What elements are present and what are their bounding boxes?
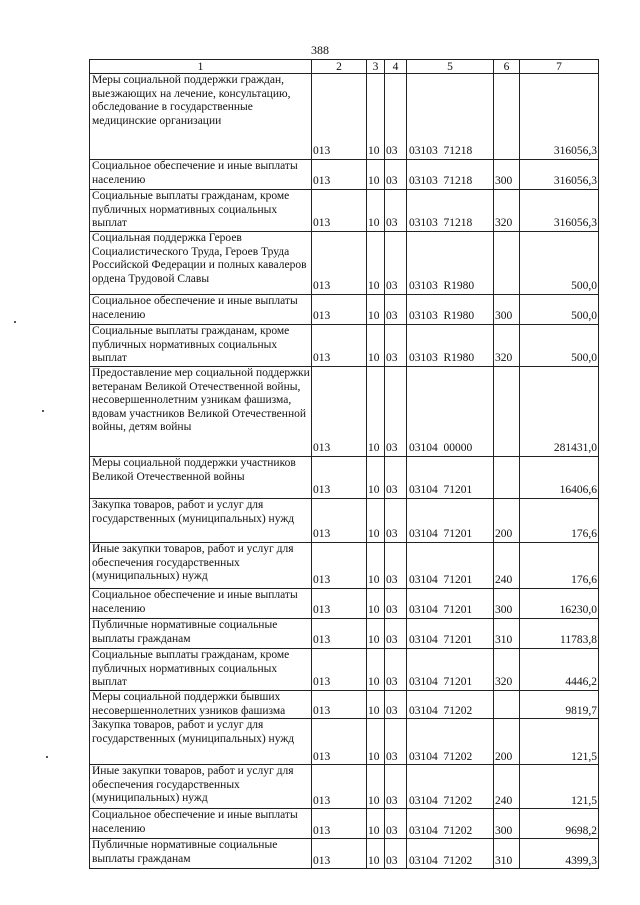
row-expense-type: 320 [494,190,520,232]
row-name: Социальное обеспечение и иные выплаты населению [90,589,312,619]
table-row [90,589,599,619]
row-target-article: 03103 71218 [407,190,494,232]
table-row [90,457,599,499]
column-header: 3 [367,60,385,74]
row-target-article: 03104 71201 [407,457,494,499]
row-name: Меры социальной поддержки участников Великой Отечественной войны [90,457,312,499]
row-admin-code: 013 [312,457,367,499]
column-header: 7 [520,60,599,74]
row-target-article: 03104 71201 [407,543,494,589]
table-row [90,649,599,691]
row-subsection: 03 [385,765,407,809]
row-expense-type: 310 [494,839,520,869]
row-name: Социальная поддержка Героев Социалистического Труда, Героев Труда Российской Федерации и полных кавалеров ордена Трудовой Славы [90,232,312,295]
row-amount: 500,0 [520,325,599,367]
row-subsection: 03 [385,190,407,232]
row-amount: 176,6 [520,499,599,543]
row-section: 10 [367,809,385,839]
row-expense-type [494,74,520,160]
row-section: 10 [367,499,385,543]
row-amount: 316056,3 [520,160,599,190]
row-section: 10 [367,74,385,160]
row-expense-type: 240 [494,543,520,589]
row-amount: 281431,0 [520,367,599,457]
page-number: 388 [311,43,329,57]
row-target-article: 03104 71201 [407,649,494,691]
row-expense-type: 240 [494,765,520,809]
table-row [90,543,599,589]
row-name: Публичные нормативные социальные выплаты гражданам [90,619,312,649]
row-name: Предоставление мер социальной поддержки ветеранам Великой Отечественной войны, несовершеннолетним узникам фашизма, вдовам участников Великой Отечественной войны, детям войны [90,367,312,457]
table-row [90,160,599,190]
row-amount: 500,0 [520,295,599,325]
row-admin-code: 013 [312,691,367,719]
row-section: 10 [367,295,385,325]
row-subsection: 03 [385,160,407,190]
row-subsection: 03 [385,232,407,295]
column-header: 2 [312,60,367,74]
row-target-article: 03104 71201 [407,499,494,543]
row-name: Социальные выплаты гражданам, кроме публичных нормативных социальных выплат [90,190,312,232]
row-subsection: 03 [385,719,407,765]
row-amount: 16406,6 [520,457,599,499]
row-target-article: 03103 R1980 [407,295,494,325]
table-row [90,839,599,869]
row-admin-code: 013 [312,295,367,325]
row-target-article: 03103 71218 [407,160,494,190]
row-subsection: 03 [385,457,407,499]
row-amount: 4446,2 [520,649,599,691]
row-target-article: 03104 71201 [407,619,494,649]
column-header: 4 [385,60,407,74]
row-section: 10 [367,457,385,499]
row-subsection: 03 [385,499,407,543]
row-amount: 9698,2 [520,809,599,839]
row-section: 10 [367,543,385,589]
row-admin-code: 013 [312,190,367,232]
row-amount: 9819,7 [520,691,599,719]
table-row [90,74,599,160]
row-expense-type: 300 [494,589,520,619]
column-header: 1 [90,60,312,74]
row-amount: 11783,8 [520,619,599,649]
row-admin-code: 013 [312,325,367,367]
row-section: 10 [367,691,385,719]
row-subsection: 03 [385,649,407,691]
table-row [90,691,599,719]
row-section: 10 [367,232,385,295]
row-admin-code: 013 [312,809,367,839]
row-name: Иные закупки товаров, работ и услуг для обеспечения государственных (муниципальных) нужд [90,543,312,589]
row-target-article: 03104 71202 [407,809,494,839]
row-expense-type: 310 [494,619,520,649]
row-admin-code: 013 [312,619,367,649]
row-name: Социальные выплаты гражданам, кроме публичных нормативных социальных выплат [90,325,312,367]
row-name: Социальное обеспечение и иные выплаты населению [90,809,312,839]
row-target-article: 03104 71202 [407,839,494,869]
row-amount: 4399,3 [520,839,599,869]
row-section: 10 [367,649,385,691]
row-amount: 316056,3 [520,190,599,232]
table-row [90,499,599,543]
row-amount: 500,0 [520,232,599,295]
scan-speck [14,321,16,323]
row-admin-code: 013 [312,719,367,765]
row-target-article: 03103 R1980 [407,325,494,367]
row-name: Меры социальной поддержки бывших несовершеннолетних узников фашизма [90,691,312,719]
row-section: 10 [367,190,385,232]
row-section: 10 [367,839,385,869]
row-admin-code: 013 [312,543,367,589]
row-subsection: 03 [385,74,407,160]
row-section: 10 [367,619,385,649]
row-name: Социальные выплаты гражданам, кроме публичных нормативных социальных выплат [90,649,312,691]
row-admin-code: 013 [312,839,367,869]
table-row [90,619,599,649]
table-row [90,719,599,765]
row-section: 10 [367,589,385,619]
row-expense-type [494,367,520,457]
row-expense-type: 300 [494,809,520,839]
budget-table [89,59,599,869]
row-expense-type [494,691,520,719]
row-subsection: 03 [385,543,407,589]
row-admin-code: 013 [312,74,367,160]
table-header-row [90,60,599,74]
row-expense-type: 200 [494,719,520,765]
row-amount: 121,5 [520,719,599,765]
row-target-article: 03104 00000 [407,367,494,457]
row-subsection: 03 [385,619,407,649]
row-expense-type: 200 [494,499,520,543]
scan-speck [42,410,44,412]
row-admin-code: 013 [312,649,367,691]
row-admin-code: 013 [312,589,367,619]
row-section: 10 [367,325,385,367]
table-row [90,809,599,839]
row-admin-code: 013 [312,765,367,809]
row-section: 10 [367,719,385,765]
row-expense-type: 300 [494,295,520,325]
scan-speck [46,756,48,758]
row-subsection: 03 [385,691,407,719]
row-target-article: 03104 71202 [407,719,494,765]
table-row [90,765,599,809]
row-expense-type: 300 [494,160,520,190]
row-target-article: 03103 R1980 [407,232,494,295]
row-section: 10 [367,367,385,457]
row-subsection: 03 [385,295,407,325]
table-row [90,325,599,367]
row-section: 10 [367,160,385,190]
row-subsection: 03 [385,589,407,619]
column-header: 6 [494,60,520,74]
column-header: 5 [407,60,494,74]
row-target-article: 03104 71201 [407,589,494,619]
row-amount: 16230,0 [520,589,599,619]
row-amount: 316056,3 [520,74,599,160]
row-name: Меры социальной поддержки граждан, выезжающих на лечение, консультацию, обследование в государственные медицинские организации [90,74,312,160]
row-name: Закупка товаров, работ и услуг для государственных (муниципальных) нужд [90,499,312,543]
row-subsection: 03 [385,839,407,869]
table-row [90,295,599,325]
row-expense-type: 320 [494,325,520,367]
table-row [90,232,599,295]
table-row [90,367,599,457]
row-subsection: 03 [385,367,407,457]
row-admin-code: 013 [312,499,367,543]
row-section: 10 [367,765,385,809]
row-name: Закупка товаров, работ и услуг для государственных (муниципальных) нужд [90,719,312,765]
row-expense-type [494,457,520,499]
row-amount: 176,6 [520,543,599,589]
row-name: Социальное обеспечение и иные выплаты населению [90,160,312,190]
row-expense-type [494,232,520,295]
row-name: Иные закупки товаров, работ и услуг для обеспечения государственных (муниципальных) нужд [90,765,312,809]
row-admin-code: 013 [312,232,367,295]
row-target-article: 03103 71218 [407,74,494,160]
table-row [90,190,599,232]
row-expense-type: 320 [494,649,520,691]
row-name: Социальное обеспечение и иные выплаты населению [90,295,312,325]
row-name: Публичные нормативные социальные выплаты гражданам [90,839,312,869]
row-subsection: 03 [385,325,407,367]
row-target-article: 03104 71202 [407,691,494,719]
row-subsection: 03 [385,809,407,839]
row-target-article: 03104 71202 [407,765,494,809]
row-admin-code: 013 [312,160,367,190]
row-amount: 121,5 [520,765,599,809]
row-admin-code: 013 [312,367,367,457]
